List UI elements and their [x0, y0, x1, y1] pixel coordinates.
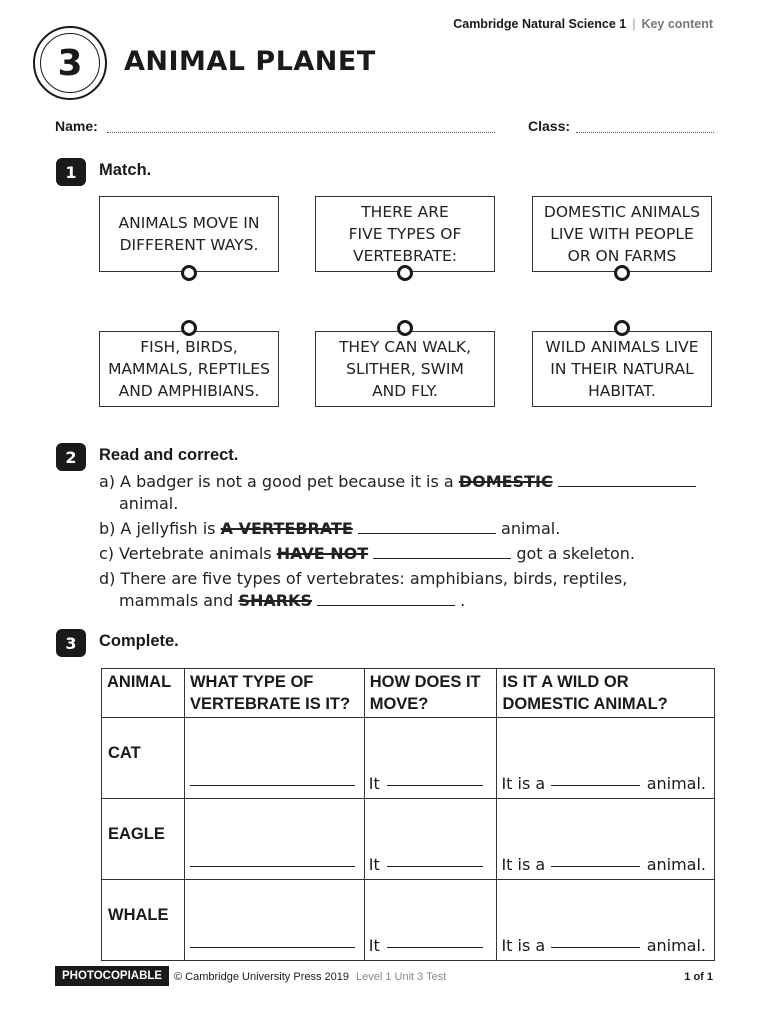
move-cell: [364, 718, 497, 799]
answer-blank[interactable]: [387, 947, 484, 948]
it-label: It: [368, 936, 380, 955]
match-box-bottom-2: [315, 331, 495, 407]
exercise-1-number: 1: [56, 158, 86, 186]
animal-name: WHALE: [102, 880, 185, 961]
it-is-a-label: It is a: [501, 774, 546, 793]
answer-blank[interactable]: [387, 785, 484, 786]
answer-blank[interactable]: [190, 947, 355, 948]
photocopiable-badge: PHOTOCOPIABLE: [55, 966, 169, 986]
match-text: VERTEBRATE:: [353, 247, 457, 265]
vertebrate-cell: [184, 880, 364, 961]
match-box-top-1: [99, 196, 279, 272]
animal-word: animal.: [646, 774, 706, 793]
item-letter: d): [99, 569, 116, 588]
book-header: [453, 17, 713, 31]
item-text: There are five types of vertebrates: amphibians, birds, reptiles,: [120, 569, 628, 588]
match-text: LIVE WITH PEOPLE: [550, 225, 694, 243]
it-is-a-label: It is a: [501, 855, 546, 874]
it-label: It: [368, 774, 380, 793]
unit-title: ANIMAL PLANET: [124, 46, 376, 77]
col-header-vertebrate: WHAT TYPE OF VERTEBRATE IS IT?: [184, 669, 364, 718]
answer-blank[interactable]: [551, 785, 640, 786]
match-text: DIFFERENT WAYS.: [119, 236, 259, 254]
table-row: [102, 718, 715, 799]
class-label: Class:: [528, 118, 571, 134]
match-box-bottom-3: [532, 331, 712, 407]
match-box-bottom-1: [99, 331, 279, 407]
test-label: Level 1 Unit 3 Test: [356, 971, 447, 983]
match-dot-bottom-1[interactable]: [181, 320, 197, 336]
animal-name: EAGLE: [102, 799, 185, 880]
correct-item-d-cont: [119, 591, 465, 610]
col-header-move: HOW DOES IT MOVE?: [364, 669, 497, 718]
animal-word: animal.: [646, 855, 706, 874]
vertebrate-cell: [184, 718, 364, 799]
unit-badge: [33, 26, 107, 100]
wrong-word: DOMESTIC: [458, 472, 553, 491]
item-text: animal.: [501, 519, 561, 538]
match-text: MAMMALS, REPTILES: [108, 360, 270, 378]
match-dot-bottom-3[interactable]: [614, 320, 630, 336]
match-text: WILD ANIMALS LIVE: [545, 338, 699, 356]
wrong-word: SHARKS: [238, 591, 312, 610]
item-text: Vertebrate animals: [119, 544, 272, 563]
item-letter: b): [99, 519, 116, 538]
match-dot-top-3[interactable]: [614, 265, 630, 281]
book-title: Cambridge Natural Science 1: [453, 17, 627, 31]
wrong-word: A VERTEBRATE: [220, 519, 353, 538]
answer-blank[interactable]: [190, 785, 355, 786]
item-letter: a): [99, 472, 116, 491]
answer-blank[interactable]: [551, 866, 640, 867]
table-row: [102, 880, 715, 961]
match-text: THEY CAN WALK,: [338, 338, 472, 356]
wild-domestic-cell: [497, 880, 715, 961]
match-text: AND FLY.: [372, 382, 438, 400]
item-letter: c): [99, 544, 115, 563]
it-is-a-label: It is a: [501, 936, 546, 955]
wild-domestic-cell: [497, 718, 715, 799]
item-text: got a skeleton.: [516, 544, 636, 563]
move-cell: [364, 799, 497, 880]
section-label: Key content: [641, 17, 713, 31]
unit-number: 3: [40, 33, 100, 93]
copyright-text: © Cambridge University Press 2019: [174, 971, 350, 983]
match-text: FISH, BIRDS,: [140, 338, 238, 356]
col-header-animal: ANIMAL: [102, 669, 185, 718]
wild-domestic-cell: [497, 799, 715, 880]
match-text: DOMESTIC ANIMALS: [543, 203, 701, 221]
correct-item-a: [99, 472, 696, 491]
match-text: AND AMPHIBIANS.: [118, 382, 260, 400]
item-text: .: [460, 591, 466, 610]
correct-item-a-cont: animal.: [119, 494, 179, 513]
match-box-top-2: [315, 196, 495, 272]
correct-item-c: [99, 544, 635, 563]
item-text: A jellyfish is: [120, 519, 216, 538]
header-separator: |: [632, 17, 636, 31]
exercise-2-number: 2: [56, 443, 86, 471]
animal-word: animal.: [646, 936, 706, 955]
move-cell: [364, 880, 497, 961]
match-text: FIVE TYPES OF: [348, 225, 462, 243]
answer-blank[interactable]: [373, 545, 511, 559]
match-text: HABITAT.: [588, 382, 656, 400]
exercise-1-title: Match.: [99, 161, 152, 179]
name-field[interactable]: [107, 132, 495, 133]
match-dot-bottom-2[interactable]: [397, 320, 413, 336]
match-text: ANIMALS MOVE IN: [118, 214, 260, 232]
item-text: A badger is not a good pet because it is a: [120, 472, 454, 491]
item-text: mammals and: [119, 591, 234, 610]
match-box-top-3: [532, 196, 712, 272]
match-text: THERE ARE: [361, 203, 449, 221]
match-text: SLITHER, SWIM: [346, 360, 464, 378]
exercise-3-title: Complete.: [99, 632, 179, 650]
exercise-3-number: 3: [56, 629, 86, 657]
match-dot-top-1[interactable]: [181, 265, 197, 281]
table-header-row: [102, 669, 715, 718]
answer-blank[interactable]: [358, 520, 496, 534]
match-dot-top-2[interactable]: [397, 265, 413, 281]
correct-item-d: [99, 569, 627, 588]
wrong-word: HAVE NOT: [276, 544, 369, 563]
animal-name: CAT: [102, 718, 185, 799]
match-text: IN THEIR NATURAL: [550, 360, 694, 378]
answer-blank[interactable]: [317, 592, 455, 606]
answer-blank[interactable]: [551, 947, 640, 948]
name-label: Name:: [55, 118, 98, 134]
answer-blank[interactable]: [387, 866, 484, 867]
page-number: 1 of 1: [684, 971, 713, 983]
correct-item-b: [99, 519, 560, 538]
class-field[interactable]: [576, 132, 714, 133]
answer-blank[interactable]: [558, 473, 696, 487]
exercise-2-title: Read and correct.: [99, 446, 239, 464]
table-row: [102, 799, 715, 880]
vertebrate-cell: [184, 799, 364, 880]
answer-blank[interactable]: [190, 866, 355, 867]
complete-table: [101, 668, 715, 961]
match-text: OR ON FARMS: [567, 247, 677, 265]
col-header-wild-domestic: IS IT A WILD OR DOMESTIC ANIMAL?: [497, 669, 715, 718]
it-label: It: [368, 855, 380, 874]
